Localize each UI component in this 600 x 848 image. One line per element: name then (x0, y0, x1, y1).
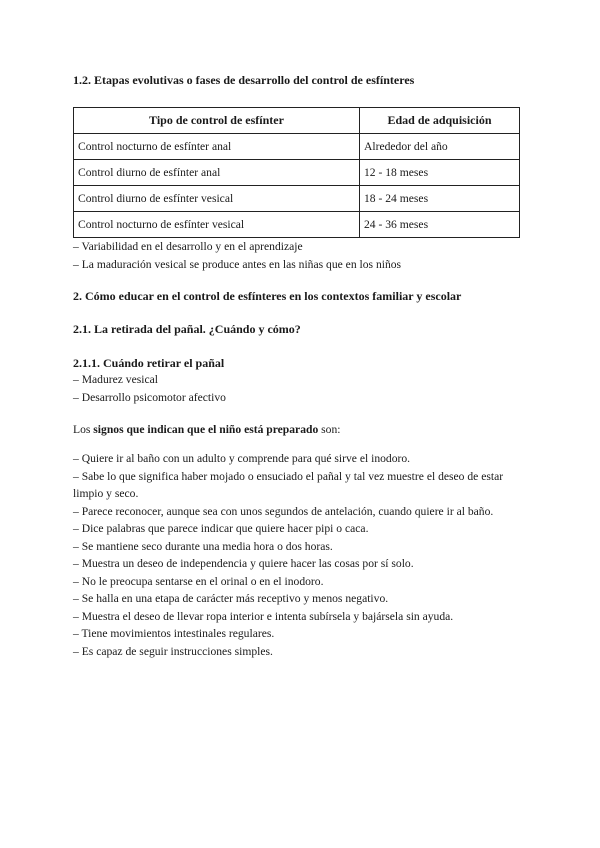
list-item: – Parece reconocer, aunque sea con unos segundos de antelación, cuando quiere ir al baño. (73, 504, 494, 518)
section-2-1-1-heading: 2.1.1. Cuándo retirar el pañal (73, 356, 225, 370)
list-item: – La maduración vesical se produce antes en las niñas que en los niños (73, 257, 402, 271)
section-2-heading: 2. Cómo educar en el control de esfínteres en los contextos familiar y escolar (73, 289, 462, 303)
table-cell-age: 18 - 24 meses (360, 186, 520, 212)
table-cell-type: Control diurno de esfínter anal (74, 160, 360, 186)
list-item: – Madurez vesical (73, 373, 158, 386)
table-cell-type: Control diurno de esfínter vesical (74, 186, 360, 212)
signs-intro-emphasis: signos que indican que el niño está preparado (93, 423, 319, 436)
list-item: – Sabe lo que significa haber mojado o ensuciado el pañal y tal vez muestre el deseo de estar limpio y seco. (73, 469, 504, 501)
document-content (73, 72, 528, 660)
table-cell-type: Control nocturno de esfínter anal (74, 134, 360, 160)
list-item: – Desarrollo psicomotor afectivo (73, 390, 226, 404)
section-1-2-heading: 1.2. Etapas evolutivas o fases de desarrollo del control de esfínteres (73, 73, 415, 87)
table-row (74, 160, 520, 186)
list-item: – Tiene movimientos intestinales regulares. (73, 627, 275, 641)
sphincter-control-table (73, 107, 520, 238)
list-item: – Se halla en una etapa de carácter más receptivo y menos negativo. (73, 592, 389, 606)
signs-intro-prefix: Los (73, 423, 94, 436)
list-item: – Se mantiene seco durante una media hora o dos horas. (73, 539, 333, 553)
readiness-signs-list (73, 450, 528, 660)
table-cell-age: 24 - 36 meses (360, 212, 520, 238)
table-cell-type: Control nocturno de esfínter vesical (74, 212, 360, 238)
table-row (74, 186, 520, 212)
signs-intro-suffix: son: (318, 423, 341, 436)
table-cell-age: Alrededor del año (360, 134, 520, 160)
table-header-row (74, 108, 520, 134)
table-header-cell: Tipo de control de esfínter (74, 108, 360, 134)
table-cell-age: 12 - 18 meses (360, 160, 520, 186)
list-item: – Es capaz de seguir instrucciones simples. (73, 644, 273, 658)
list-item: – Quiere ir al baño con un adulto y comprende para qué sirve el inodoro. (73, 452, 411, 466)
signs-intro (73, 421, 528, 439)
list-item: – Dice palabras que parece indicar que quiere hacer pipi o caca. (73, 522, 369, 536)
table-header-cell: Edad de adquisición (360, 108, 520, 134)
table-row (74, 134, 520, 160)
when-to-remove-list (73, 371, 528, 406)
list-item: – Muestra un deseo de independencia y quiere hacer las cosas por sí solo. (73, 557, 414, 571)
list-item: – Muestra el deseo de llevar ropa interior e intenta subírsela y bajársela sin ayuda. (73, 609, 454, 623)
development-notes-list (73, 238, 528, 273)
table-row (74, 212, 520, 238)
list-item: – Variabilidad en el desarrollo y en el aprendizaje (73, 240, 303, 253)
section-2-1-heading: 2.1. La retirada del pañal. ¿Cuándo y cómo? (73, 322, 301, 336)
list-item: – No le preocupa sentarse en el orinal o en el inodoro. (73, 574, 324, 588)
